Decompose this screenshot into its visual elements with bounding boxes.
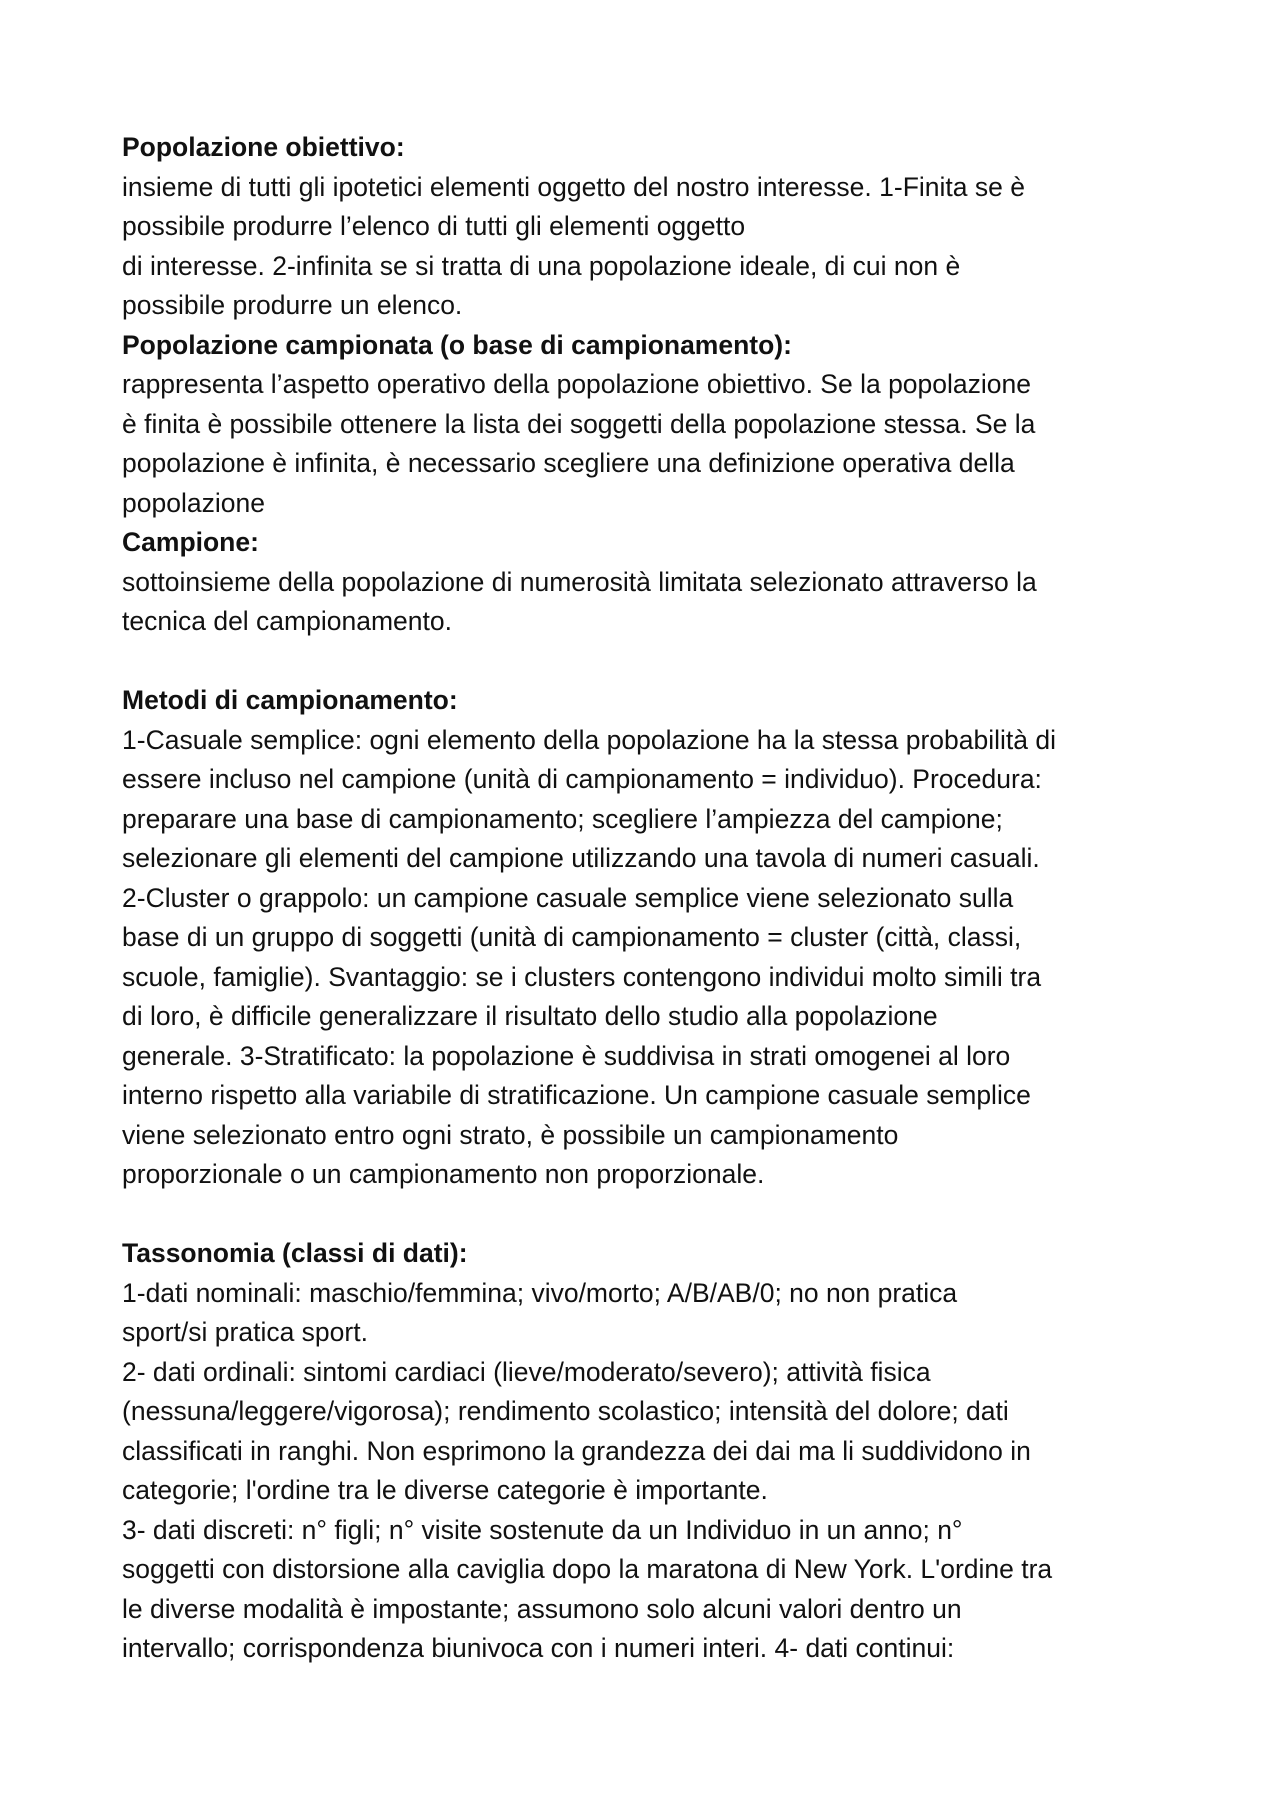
text-line: 2-Cluster o grappolo: un campione casuale semplice viene selezionato sulla xyxy=(122,882,1014,913)
text-line: è finita è possibile ottenere la lista dei soggetti della popolazione stessa. Se la xyxy=(122,408,1036,439)
section-heading: Metodi di campionamento: xyxy=(122,685,458,715)
text-line: tecnica del campionamento. xyxy=(122,606,452,636)
text-line: popolazione xyxy=(122,487,265,518)
text-line: scuole, famiglie). Svantaggio: se i clusters contengono individui molto simili tra xyxy=(122,961,1042,992)
text-line: soggetti con distorsione alla caviglia dopo la maratona di New York. L'ordine tra xyxy=(122,1554,1053,1584)
text-line: di interesse. 2-infinita se si tratta di una popolazione ideale, di cui non è xyxy=(122,250,961,281)
text-line: intervallo; corrispondenza biunivoca con i numeri interi. 4- dati continui: xyxy=(122,1633,955,1663)
text-line: sottoinsieme della popolazione di numerosità limitata selezionato attraverso la xyxy=(122,566,1037,597)
text-line: possibile produrre un elenco. xyxy=(122,290,463,320)
text-line: sport/si pratica sport. xyxy=(122,1317,368,1347)
text-line: generale. 3-Stratificato: la popolazione è suddivisa in strati omogenei al loro xyxy=(122,1040,1011,1071)
text-line: rappresenta l’aspetto operativo della popolazione obiettivo. Se la popolazione xyxy=(122,369,1031,399)
section-heading: Popolazione obiettivo: xyxy=(122,132,405,162)
text-line: possibile produrre l’elenco di tutti gli elementi oggetto xyxy=(122,211,746,241)
text-line: interno rispetto alla variabile di stratificazione. Un campione casuale semplice xyxy=(122,1080,1031,1110)
text-line: preparare una base di campionamento; scegliere l’ampiezza del campione; xyxy=(122,803,1003,834)
text-line: 1-Casuale semplice: ogni elemento della popolazione ha la stessa probabilità di xyxy=(122,724,1056,755)
text-line: classificati in ranghi. Non esprimono la grandezza dei dai ma li suddividono in xyxy=(122,1435,1031,1466)
text-line: base di un gruppo di soggetti (unità di campionamento = cluster (città, classi, xyxy=(122,922,1022,952)
paragraph-spacer xyxy=(122,1195,1182,1235)
text-line: proporzionale o un campionamento non proporzionale. xyxy=(122,1159,765,1189)
text-line: popolazione è infinita, è necessario scegliere una definizione operativa della xyxy=(122,448,1015,478)
text-line: viene selezionato entro ogni strato, è possibile un campionamento xyxy=(122,1119,899,1150)
section-heading: Tassonomia (classi di dati): xyxy=(122,1238,468,1268)
text-line: categorie; l'ordine tra le diverse categorie è importante. xyxy=(122,1475,768,1505)
section-heading: Popolazione campionata (o base di campionamento): xyxy=(122,329,792,360)
text-line: selezionare gli elementi del campione utilizzando una tavola di numeri casuali. xyxy=(122,843,1040,873)
paragraph-spacer xyxy=(122,642,1182,682)
document-page xyxy=(122,128,1182,1669)
section-heading: Campione: xyxy=(122,527,259,557)
text-line: 2- dati ordinali: sintomi cardiaci (lieve/moderato/severo); attività fisica xyxy=(122,1356,931,1387)
text-line: essere incluso nel campione (unità di campionamento = individuo). Procedura: xyxy=(122,764,1042,794)
text-line: (nessuna/leggere/vigorosa); rendimento scolastico; intensità del dolore; dati xyxy=(122,1396,1009,1426)
text-line: 1-dati nominali: maschio/femmina; vivo/morto; A/B/AB/0; no non pratica xyxy=(122,1277,958,1308)
text-line: 3- dati discreti: n° figli; n° visite sostenute da un Individuo in un anno; n° xyxy=(122,1514,963,1545)
text-line: di loro, è difficile generalizzare il risultato dello studio alla popolazione xyxy=(122,1001,938,1031)
text-line: le diverse modalità è impostante; assumono solo alcuni valori dentro un xyxy=(122,1593,962,1624)
text-line: insieme di tutti gli ipotetici elementi oggetto del nostro interesse. 1-Finita se è xyxy=(122,171,1025,202)
